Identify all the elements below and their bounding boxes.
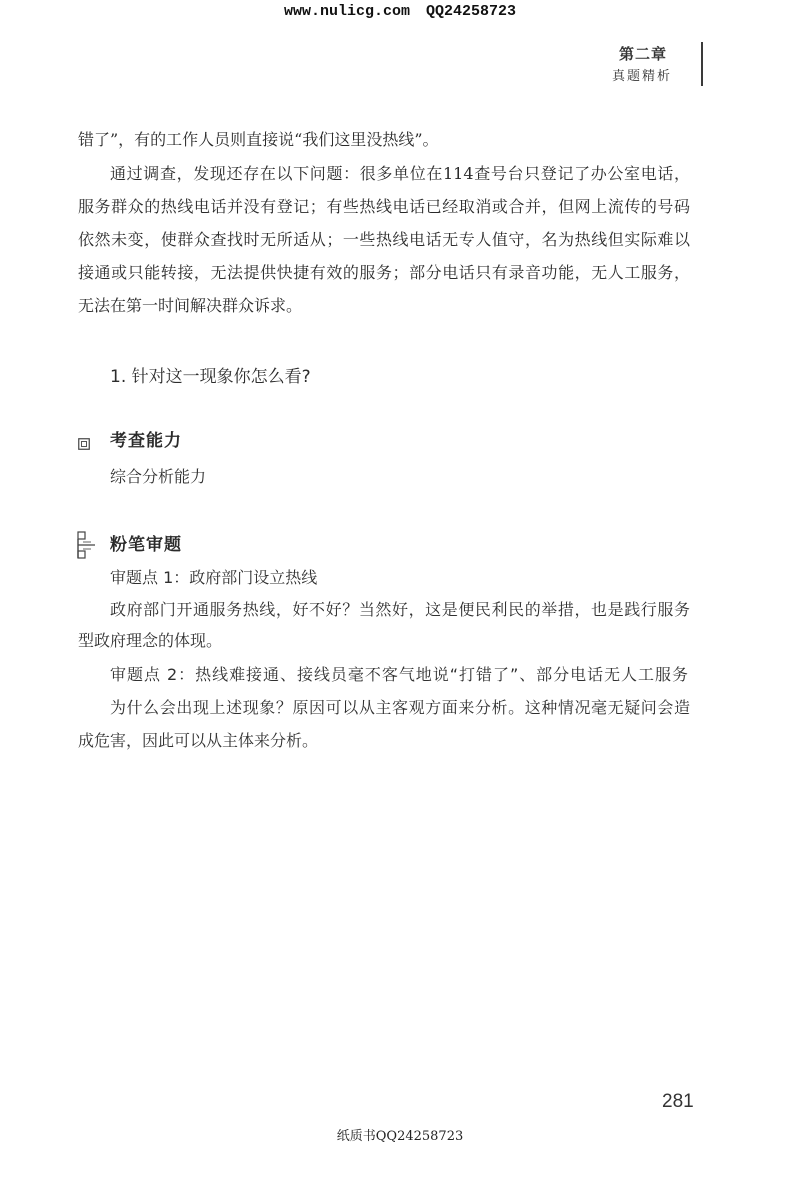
material-continuation-line: 错了”，有的工作人员则直接说“我们这里没热线”。 [78,130,439,149]
header-divider [701,42,703,86]
analysis-heading: 粉笔审题 [110,535,182,555]
analysis-point-1-line: 型政府理念的体现。 [78,631,223,650]
material-paragraph-line: 依然未变，使群众查找时无所适从；一些热线电话无专人值守，名为热线但实际难以 [78,230,690,249]
square-bullet-icon [78,435,90,447]
page-number: 281 [662,1091,694,1112]
review-icon [77,531,97,559]
material-paragraph-line: 接通或只能转接，无法提供快捷有效的服务；部分电话只有录音功能，无人工服务， [78,263,690,282]
analysis-point-1-label: 审题点 1：政府部门设立热线 [110,568,318,587]
watermark-site: www.nulicg.com [283,3,410,20]
question-title: 1. 针对这一现象你怎么看? [110,367,311,387]
bottom-watermark: 纸质书QQ24258723 [336,1129,464,1144]
analysis-point-2-line: 成危害，因此可以从主体来分析。 [78,731,319,750]
material-paragraph-line: 无法在第一时间解决群众诉求。 [78,296,303,315]
material-paragraph-line: 服务群众的热线电话并没有登记；有些热线电话已经取消或合并，但网上流传的号码 [78,197,690,216]
header-section: 真题精析 [612,69,673,84]
analysis-point-2-line: 为什么会出现上述现象？原因可以从主客观方面来分析。这种情况毫无疑问会造 [110,698,690,717]
material-paragraph-line: 通过调查，发现还存在以下问题：很多单位在114查号台只登记了办公室电话， [110,164,690,183]
ability-text: 综合分析能力 [110,467,207,486]
watermark-qq: QQ24258723 [426,3,517,20]
top-watermark [0,2,800,22]
ability-heading: 考查能力 [110,431,182,451]
analysis-point-1-line: 政府部门开通服务热线，好不好？当然好，这是便民利民的举措，也是践行服务 [110,600,690,619]
analysis-point-2-label: 审题点 2：热线难接通、接线员毫不客气地说“打错了”、部分电话无人工服务 [110,665,688,684]
header-chapter: 第二章 [619,45,668,63]
